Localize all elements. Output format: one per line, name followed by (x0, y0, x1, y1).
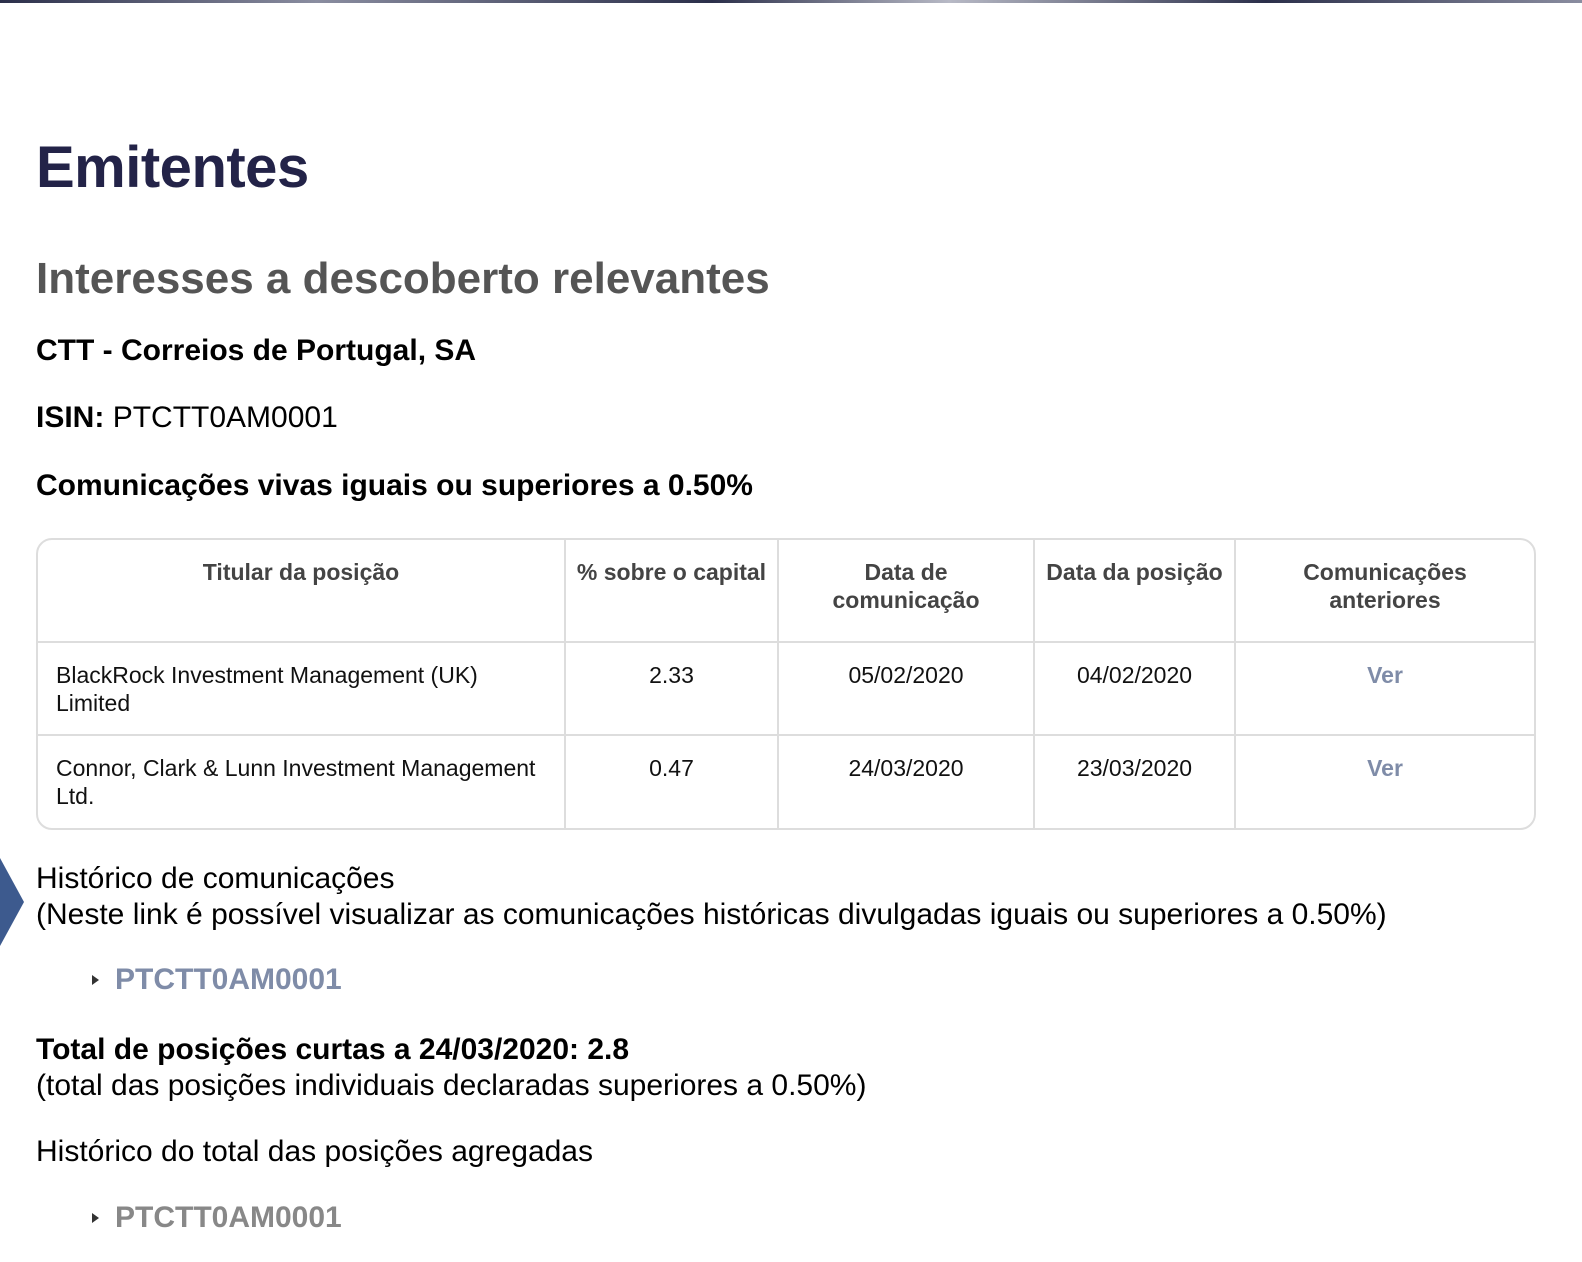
column-header-position-date: Data da posição (1034, 540, 1235, 642)
previous-communications-cell (1235, 642, 1534, 735)
bullet-triangle-icon (92, 975, 99, 985)
aggregated-list-item (92, 1201, 342, 1235)
column-header-communication-date: Data de comunicação (778, 540, 1034, 642)
isin-line (36, 401, 338, 435)
isin-value: PTCTT0AM0001 (112, 401, 338, 434)
column-header-previous-communications: Comunicações anteriores (1235, 540, 1534, 642)
ver-link[interactable]: Ver (1367, 755, 1403, 781)
history-list-item (92, 963, 342, 997)
history-title: Histórico de comunicações (36, 862, 395, 895)
isin-label: ISIN: (36, 401, 105, 434)
position-date-cell: 04/02/2020 (1034, 642, 1235, 735)
aggregated-history-title: Histórico do total das posições agregadas (36, 1135, 593, 1168)
total-note: (total das posições individuais declaradas superiores a 0.50%) (36, 1069, 867, 1102)
table-row (38, 735, 1534, 828)
aggregated-isin-link[interactable]: PTCTT0AM0001 (115, 1201, 342, 1234)
position-date-cell: 23/03/2020 (1034, 735, 1235, 828)
column-header-capital: % sobre o capital (565, 540, 778, 642)
page-title: Emitentes (36, 135, 309, 200)
holder-cell: BlackRock Investment Management (UK) Limited (38, 642, 565, 735)
history-note: (Neste link é possível visualizar as comunicações históricas divulgadas iguais ou superiores a 0.50%) (36, 898, 1387, 931)
capital-cell: 2.33 (565, 642, 778, 735)
history-isin-link[interactable]: PTCTT0AM0001 (115, 963, 342, 996)
total-block (36, 1032, 866, 1104)
communication-date-cell: 05/02/2020 (778, 642, 1034, 735)
column-header-holder: Titular da posição (38, 540, 565, 642)
communications-table (36, 538, 1536, 830)
history-block (36, 861, 1387, 933)
bullet-triangle-icon (92, 1213, 99, 1223)
section-title: Interesses a descoberto relevantes (36, 254, 770, 303)
issuer-name: CTT - Correios de Portugal, SA (36, 334, 477, 367)
holder-cell: Connor, Clark & Lunn Investment Management Ltd. (38, 735, 565, 828)
table-header-row (38, 540, 1534, 642)
top-banner-edge (0, 0, 1582, 3)
table-row (38, 642, 1534, 735)
total-short-positions: Total de posições curtas a 24/03/2020: 2.8 (36, 1033, 630, 1066)
capital-cell: 0.47 (565, 735, 778, 828)
communication-date-cell: 24/03/2020 (778, 735, 1034, 828)
live-communications-heading: Comunicações vivas iguais ou superiores a 0.50% (36, 469, 753, 502)
ver-link[interactable]: Ver (1367, 662, 1403, 688)
previous-communications-cell (1235, 735, 1534, 828)
side-arrow-icon[interactable] (0, 858, 24, 946)
